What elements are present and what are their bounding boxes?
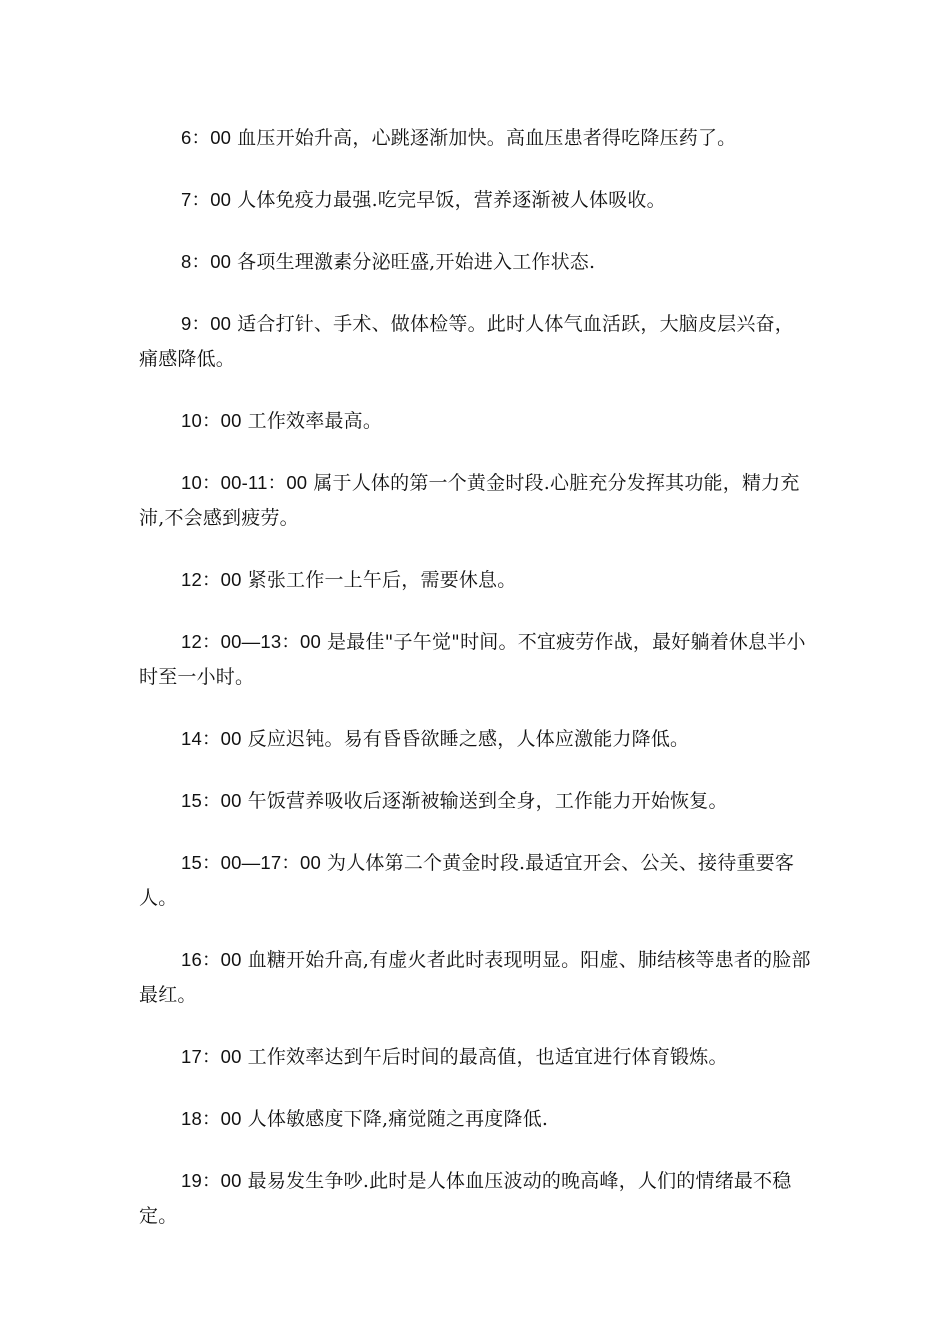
time-label: 12：00 [181, 569, 242, 590]
paragraph-text: 工作效率达到午后时间的最高值，也适宜进行体育锻炼。 [247, 1046, 728, 1068]
time-label: 17：00 [181, 1046, 242, 1067]
time-label: 19：00 [181, 1170, 242, 1191]
paragraph-text: 属于人体的第一个黄金时段.心脏充分发挥其功能，精力充沛,不会感到疲劳。 [139, 472, 800, 529]
paragraph-1000 [139, 403, 811, 439]
time-label: 15：00—17：00 [181, 852, 322, 873]
time-label: 8：00 [181, 251, 232, 272]
time-label: 14：00 [181, 728, 242, 749]
paragraph-text: 反应迟钝。易有昏昏欲睡之感，人体应激能力降低。 [247, 728, 690, 750]
time-label: 10：00 [181, 410, 242, 431]
paragraph-text: 血压开始升高，心跳逐渐加快。高血压患者得吃降压药了。 [237, 127, 737, 149]
paragraph-text: 午饭营养吸收后逐渐被输送到全身，工作能力开始恢复。 [247, 790, 728, 812]
paragraph-text: 紧张工作一上午后，需要休息。 [247, 569, 517, 591]
paragraph-text: 人体敏感度下降,痛觉随之再度降低. [247, 1108, 549, 1130]
paragraph-1400 [139, 721, 811, 757]
paragraph-text: 最易发生争吵.此时是人体血压波动的晚高峰，人们的情绪最不稳定。 [139, 1170, 792, 1227]
paragraph-text: 血糖开始升高,有虚火者此时表现明显。阳虚、肺结核等患者的脸部最红。 [139, 949, 811, 1006]
paragraph-text: 各项生理激素分泌旺盛,开始进入工作状态. [237, 251, 596, 273]
paragraph-1600 [139, 942, 811, 1013]
paragraph-1700 [139, 1039, 811, 1075]
document-body [139, 120, 811, 1260]
time-label: 15：00 [181, 790, 242, 811]
paragraph-1500-1700 [139, 845, 811, 916]
paragraph-text: 是最佳"子午觉"时间。不宜疲劳作战，最好躺着休息半小时至一小时。 [139, 631, 806, 688]
paragraph-text: 为人体第二个黄金时段.最适宜开会、公关、接待重要客人。 [139, 852, 795, 909]
paragraph-1500 [139, 783, 811, 819]
paragraph-0800 [139, 244, 811, 280]
paragraph-0700 [139, 182, 811, 218]
paragraph-text: 工作效率最高。 [247, 410, 383, 432]
time-label: 6：00 [181, 127, 232, 148]
paragraph-1200 [139, 562, 811, 598]
time-label: 7：00 [181, 189, 232, 210]
time-label: 9：00 [181, 313, 232, 334]
paragraph-1800 [139, 1101, 811, 1137]
time-label: 10：00-11：00 [181, 472, 308, 493]
time-label: 16：00 [181, 949, 242, 970]
paragraph-text: 人体免疫力最强.吃完早饭，营养逐渐被人体吸收。 [237, 189, 666, 211]
time-label: 12：00—13：00 [181, 631, 322, 652]
paragraph-0600 [139, 120, 811, 156]
paragraph-0900 [139, 306, 811, 377]
paragraph-1200-1300 [139, 624, 811, 695]
paragraph-1900 [139, 1163, 811, 1234]
paragraph-1000-1100 [139, 465, 811, 536]
paragraph-text: 适合打针、手术、做体检等。此时人体气血活跃，大脑皮层兴奋，痛感降低。 [139, 313, 794, 370]
time-label: 18：00 [181, 1108, 242, 1129]
